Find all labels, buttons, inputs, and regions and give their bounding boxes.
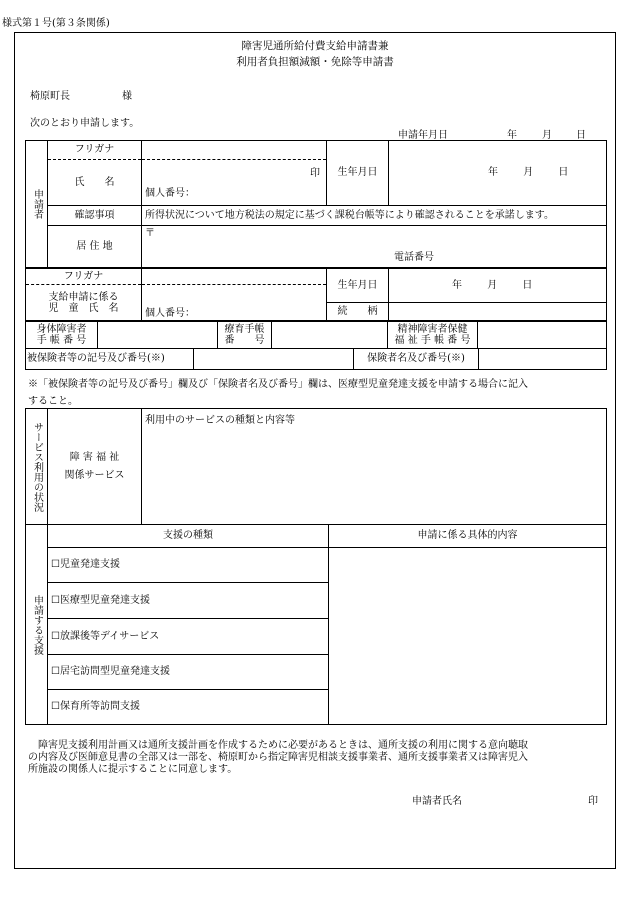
mental-book-label-1: 精神障害者保健 (397, 324, 468, 335)
relation-field[interactable] (389, 303, 607, 321)
application-date-label: 申請年月日 (398, 130, 448, 141)
child-name-label-1: 支給申請に係る (48, 291, 119, 303)
disability-book-field[interactable] (98, 322, 218, 349)
disability-book-label (26, 322, 98, 349)
service-table (25, 408, 607, 525)
service-section-label: サービス利用の状況 (26, 409, 48, 525)
note-line-1: ※「被保険者等の記号及び番号」欄及び「保険者名及び番号」欄は、医療型児童発達支援を申請する場合に記入 (28, 379, 528, 390)
service-content-field[interactable] (142, 409, 607, 525)
insured-field[interactable] (194, 349, 354, 370)
applicant-furigana-field[interactable] (142, 141, 327, 160)
applicant-birth-day: 日 (558, 167, 569, 178)
service-category-label (48, 409, 142, 525)
addressee: 椅原町長 (30, 91, 70, 102)
child-table (25, 268, 607, 321)
phone-label: 電話番号 (394, 252, 434, 263)
consent-line-3: 所施設の関係人に提示することに同意します。 (28, 764, 238, 775)
intro-text: 次のとおり申請します。 (30, 118, 140, 129)
consent-line-1: 障害児支援利用計画又は通所支援計画を作成するために必要があるときは、通所支援の利用に関する意向聴取 (28, 740, 528, 751)
insurance-table (25, 348, 607, 370)
applicant-name-label: 氏 名 (48, 160, 142, 206)
support-item-5[interactable]: ☐保育所等訪問支援 (48, 690, 329, 725)
ryoiku-field[interactable] (272, 322, 388, 349)
child-name-field[interactable] (142, 285, 327, 321)
application-date-year: 年 (507, 130, 517, 141)
applicant-furigana-label: フリガナ (48, 141, 142, 160)
support-table (25, 524, 607, 725)
applicant-birth-year: 年 (488, 167, 498, 178)
postal-mark: 〒 (145, 228, 155, 239)
support-section-label: 申請する支援 (26, 525, 48, 725)
application-date-day: 日 (576, 130, 586, 141)
disability-book-label-1: 身体障害者 (36, 324, 87, 335)
ryoiku-label-1: 療育手帳 (224, 324, 265, 335)
child-birth-month: 月 (487, 279, 498, 291)
confirm-text: 所得状況について地方税法の規定に基づく課税台帳等により確認されることを承諾します。 (142, 206, 607, 226)
form-number: 様式第１号(第３条関係) (2, 18, 110, 29)
form-title-line2: 利用者負担額減額・免除等申請書 (236, 56, 394, 68)
consent-line-2: の内容及び医師意見書の全部又は一部を、椅原町から指定障害児相談支援事業者、通所支援事業者又は障害児入 (28, 752, 528, 763)
child-birth-field[interactable] (389, 269, 607, 303)
applicant-birth-month: 月 (523, 167, 534, 178)
mental-book-label (388, 322, 478, 349)
address-label: 居 住 地 (48, 226, 142, 268)
ryoiku-label-2: 番 号 (224, 335, 265, 346)
support-item-1[interactable]: ☐児童発達支援 (48, 548, 329, 583)
service-category-1: 障 害 福 祉 (69, 451, 120, 463)
mental-book-label-2: 福 祉 手 帳 番 号 (394, 335, 471, 346)
confirm-label: 確認事項 (48, 206, 142, 226)
child-name-label (26, 285, 142, 321)
support-item-2[interactable]: ☐医療型児童発達支援 (48, 583, 329, 619)
applicant-birth-field[interactable] (389, 141, 607, 206)
support-detail-header: 申請に係る具体的内容 (329, 525, 607, 548)
child-my-number: 個人番号： (145, 308, 195, 319)
disability-book-label-2: 手 帳 番 号 (36, 335, 87, 346)
service-content-label: 利用中のサービスの種類と内容等 (145, 415, 295, 426)
signature-label: 申請者氏名 (412, 796, 462, 807)
insurer-label: 保険者名及び番号(※) (354, 349, 479, 370)
child-birth-year: 年 (452, 279, 462, 291)
support-detail-field[interactable] (329, 548, 607, 725)
honorific: 様 (122, 91, 132, 102)
applicant-table (25, 140, 607, 268)
child-birth-day: 日 (522, 279, 533, 291)
signature-seal: 印 (588, 796, 598, 807)
address-field[interactable] (142, 226, 607, 268)
support-item-3[interactable]: ☐放課後等デイサービス (48, 619, 329, 655)
child-birth-label: 生年月日 (327, 269, 389, 303)
child-furigana-label: フリガナ (26, 269, 142, 285)
applicant-birth-label: 生年月日 (327, 141, 389, 206)
support-kind-header: 支援の種類 (48, 525, 329, 548)
applicant-my-number: 個人番号： (145, 188, 195, 199)
handbook-table (25, 321, 607, 349)
insurer-field[interactable] (479, 349, 607, 370)
application-date-month: 月 (542, 130, 552, 141)
mental-book-field[interactable] (478, 322, 607, 349)
child-furigana-field[interactable] (142, 269, 327, 285)
applicant-seal: 印 (310, 168, 320, 179)
applicant-section-label: 申請者 (26, 141, 48, 268)
form-title-line1: 障害児通所給付費支給申請書兼 (241, 40, 389, 52)
relation-label: 続 柄 (327, 303, 389, 321)
service-category-2: 関係サービス (64, 469, 125, 481)
support-item-4[interactable]: ☐居宅訪問型児童発達支援 (48, 655, 329, 690)
applicant-name-field[interactable] (142, 160, 327, 206)
insured-label: 被保険者等の記号及び番号(※) (26, 349, 194, 370)
child-name-label-2: 児 童 氏 名 (48, 302, 119, 314)
ryoiku-label (218, 322, 272, 349)
note-line-2: すること。 (28, 396, 78, 407)
